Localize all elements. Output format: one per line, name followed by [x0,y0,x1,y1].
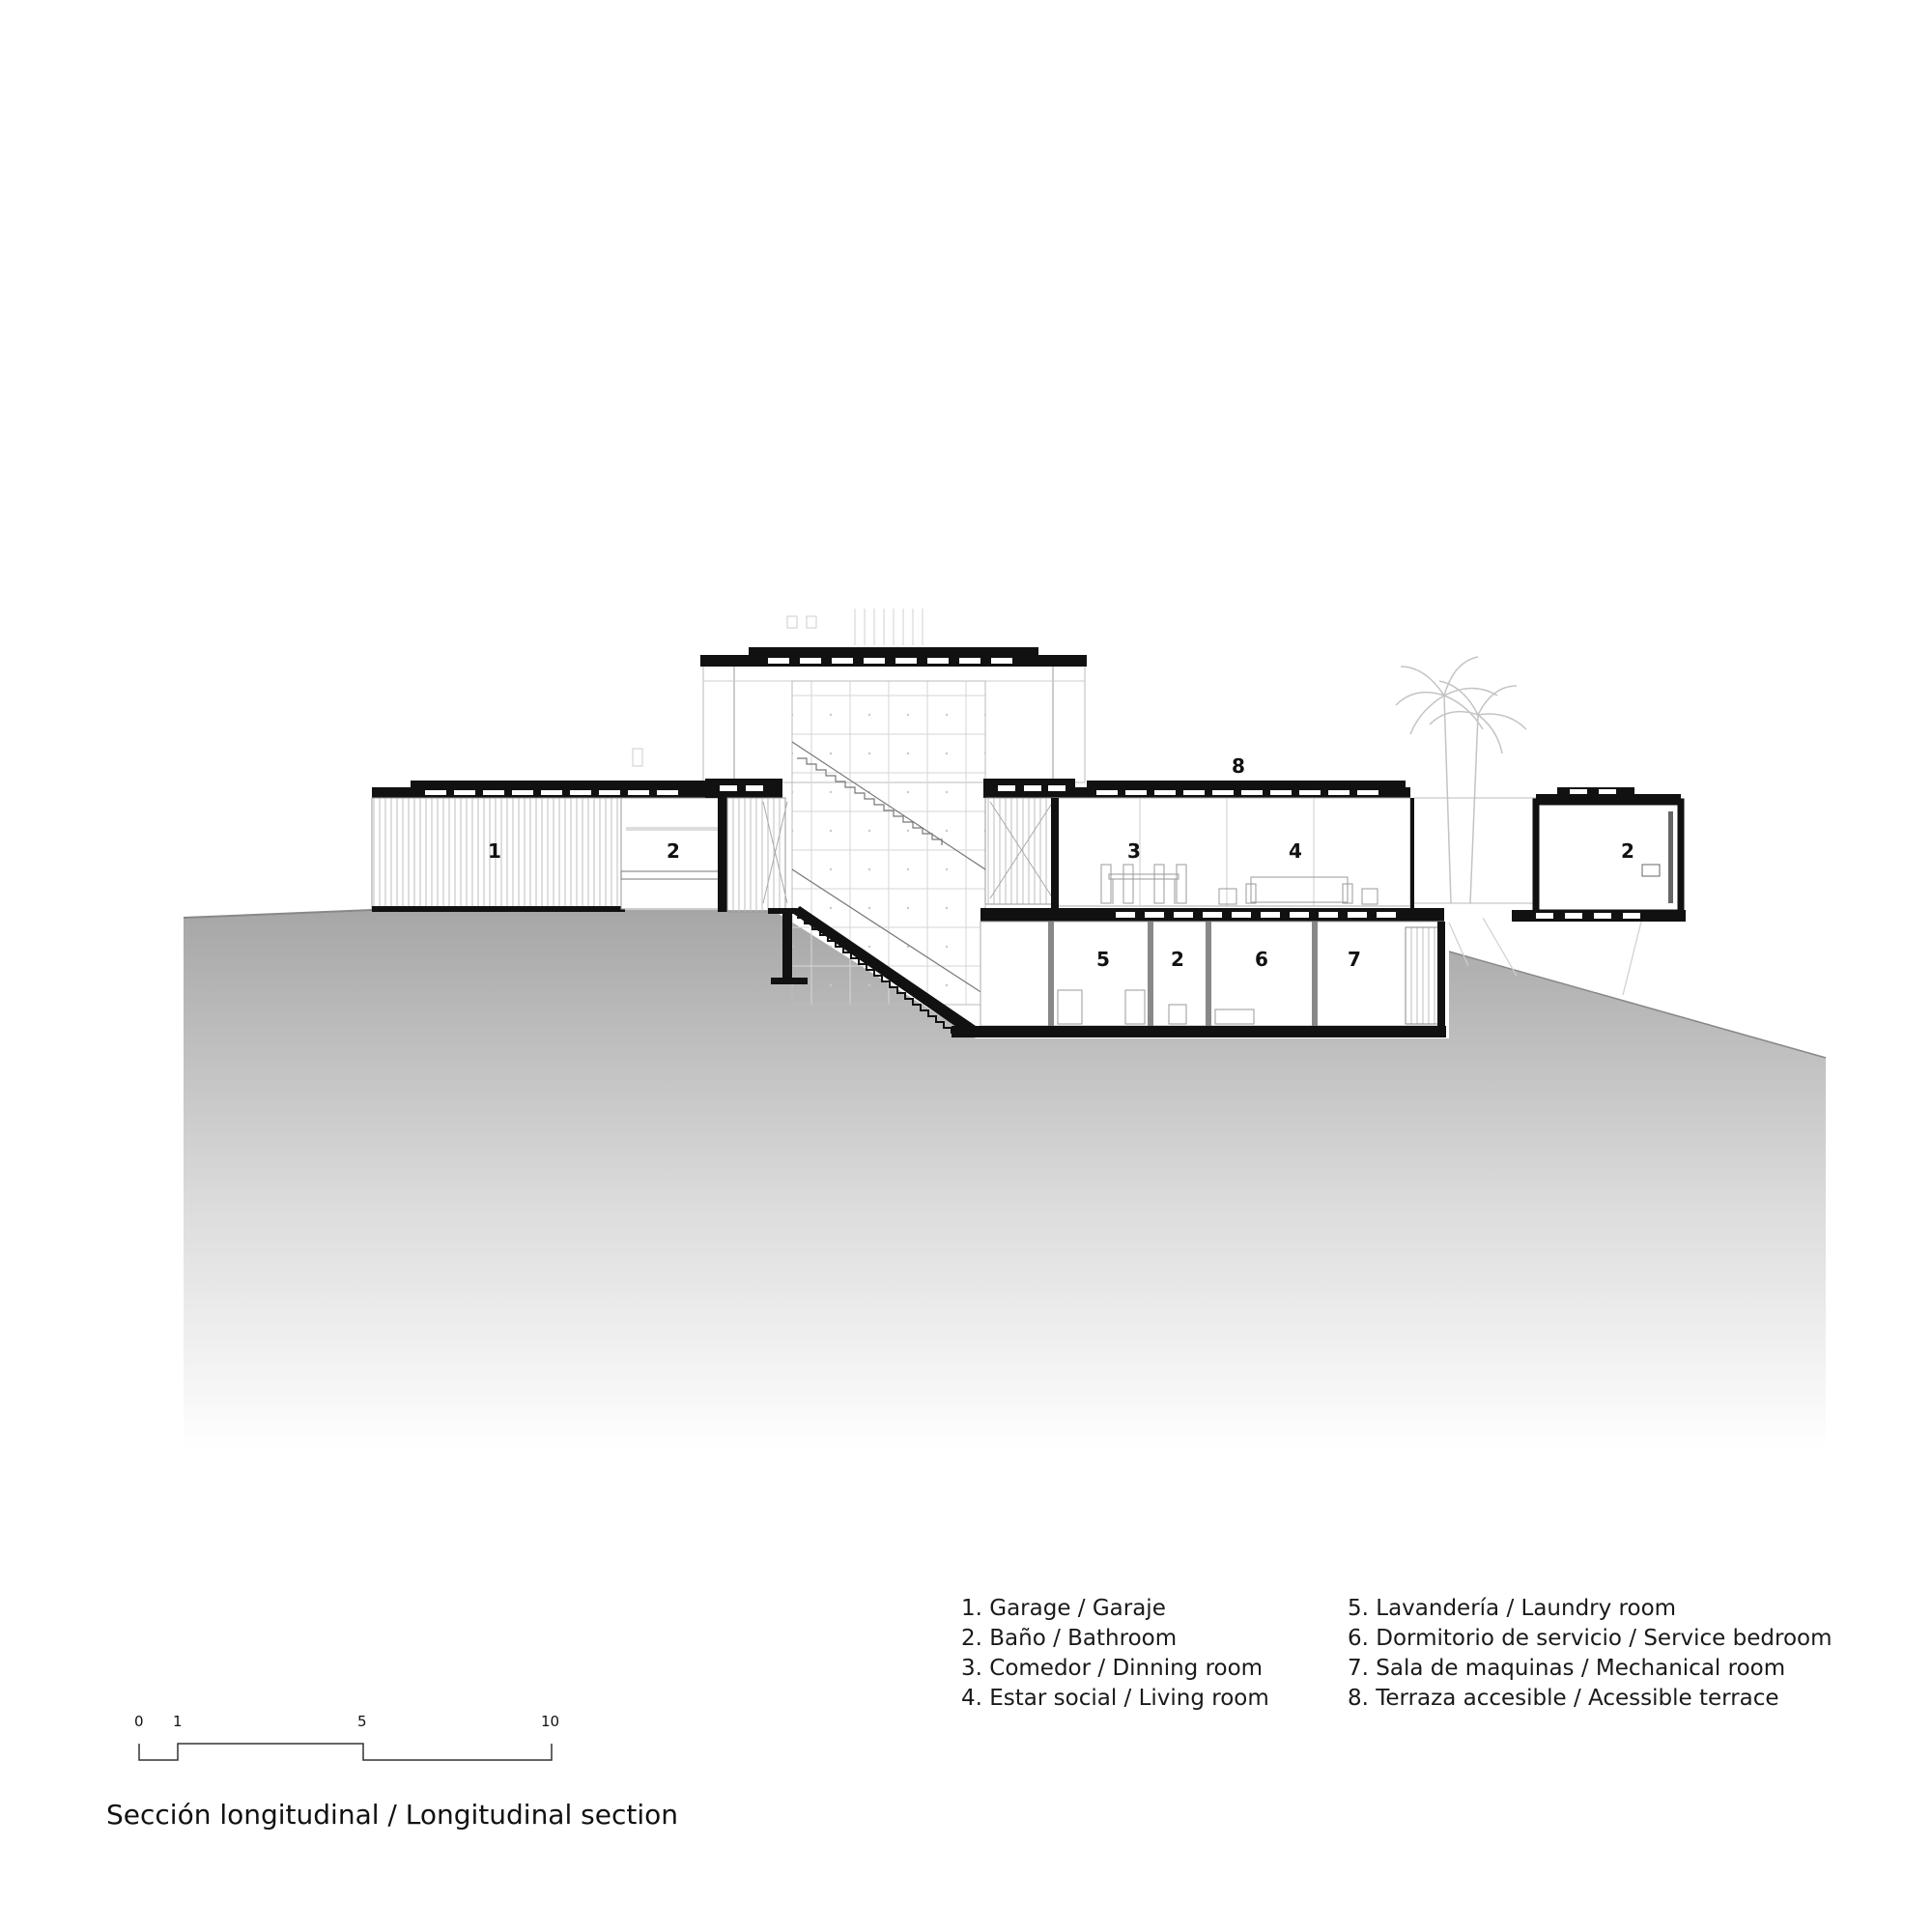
column [782,913,792,980]
stair-hall-wall [792,681,985,1005]
bath-right-volume [1536,802,1681,913]
legend-right [1348,1594,1833,1714]
room-laundry-label: 5 [1096,948,1110,971]
room-garage-label: 1 [488,839,501,863]
room-service-bedroom-label: 6 [1255,948,1268,971]
legend-item: 2. Baño / Bathroom [961,1626,1178,1651]
legend-left [961,1594,1269,1714]
room-bath-right-label: 2 [1621,839,1634,863]
drawing-caption: Sección longitudinal / Longitudinal section [106,1799,678,1831]
scale-tick-10: 10 [541,1713,560,1730]
legend-item: 5. Lavandería / Laundry room [1348,1596,1677,1621]
room-mechanical-label: 7 [1348,948,1361,971]
scale-tick-5: 5 [357,1713,367,1730]
legend-item: 3. Comedor / Dinning room [961,1656,1264,1681]
legend-item: 8. Terraza accesible / Acessible terrace [1348,1686,1779,1711]
room-bath-left-label: 2 [667,839,680,863]
legend-item: 6. Dormitorio de servicio / Service bedroom [1348,1626,1833,1651]
room-bath-lower-label: 2 [1171,948,1184,971]
scale-tick-0: 0 [134,1713,144,1730]
legend-item: 7. Sala de maquinas / Mechanical room [1348,1656,1786,1681]
legend-item: 4. Estar social / Living room [961,1686,1269,1711]
scale-tick-1: 1 [173,1713,183,1730]
main-floor-volume [1053,798,1410,906]
scale-bar [139,1744,552,1760]
room-living-label: 4 [1289,839,1302,863]
room-dining-label: 3 [1127,839,1141,863]
palm-trees [1396,657,1526,903]
room-terrace-label: 8 [1232,754,1245,778]
legend-item: 1. Garage / Garaje [961,1596,1166,1621]
